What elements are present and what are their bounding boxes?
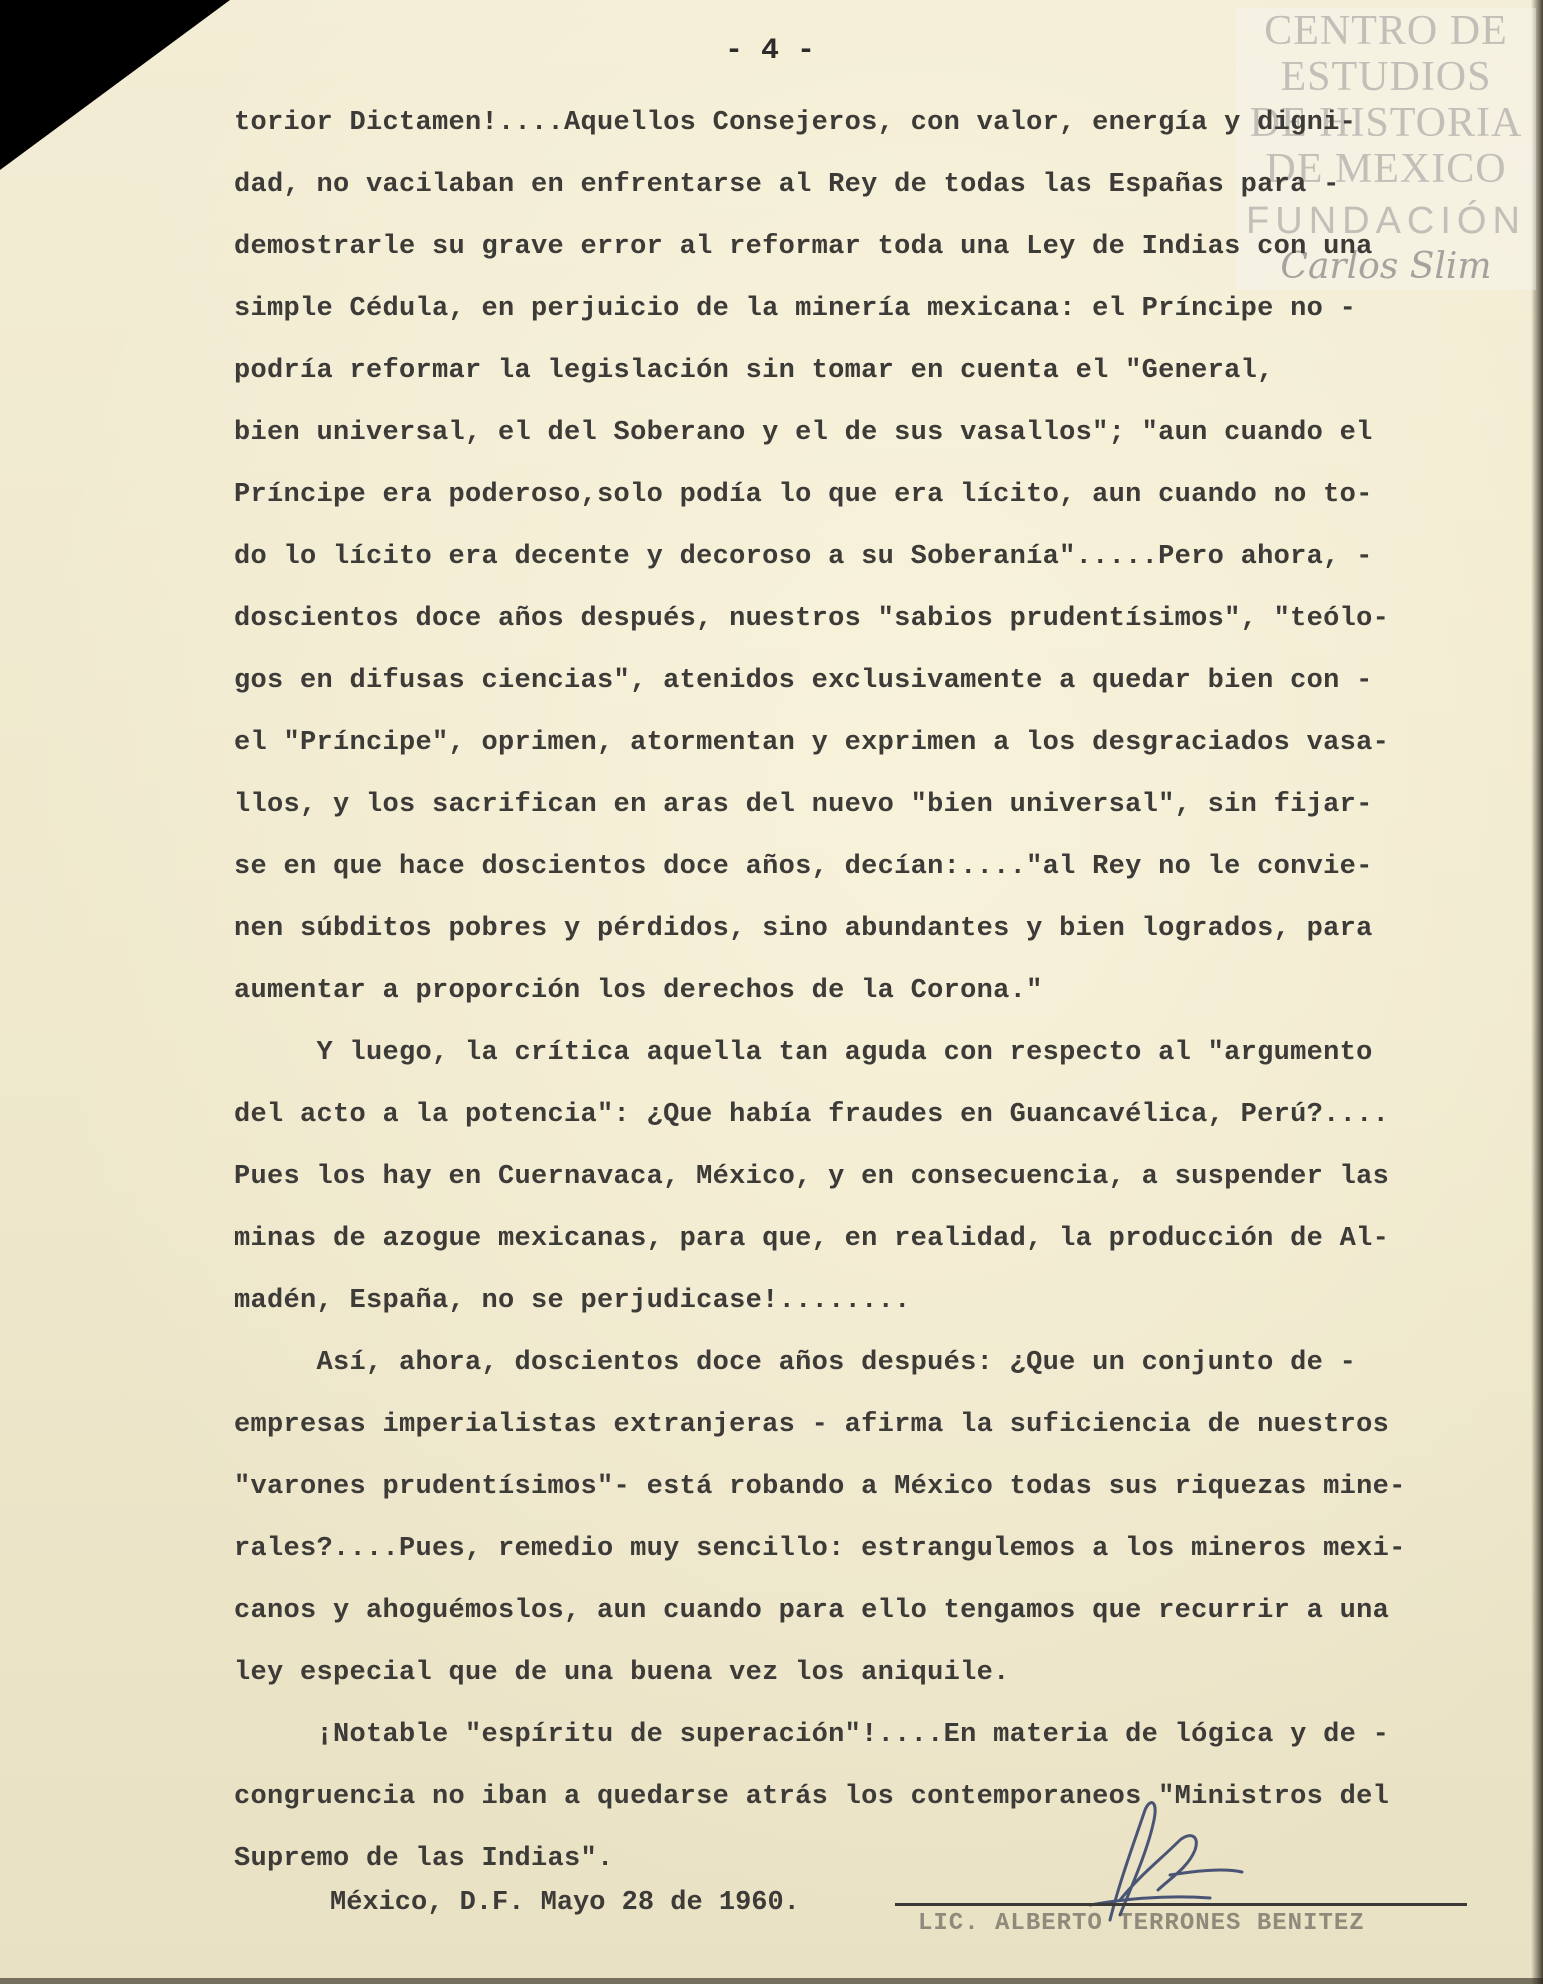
text-line: Príncipe era poderoso,solo podía lo que era lícito, aun cuando no to- [234,480,1373,510]
text-line: dad, no vacilaban en enfrentarse al Rey de todas las Españas para - [234,170,1340,200]
place-date: México, D.F. Mayo 28 de 1960. [330,1888,800,1918]
text-line: nen súbditos pobres y pérdidos, sino abundantes y bien logrados, para [234,914,1373,944]
text-line: torior Dictamen!....Aquellos Consejeros, con valor, energía y digni- [234,108,1357,138]
document-body [234,92,1524,1890]
page-edge-shadow [1531,0,1543,1984]
text-line: Supremo de las Indias". [234,1844,614,1874]
watermark-line: DE HISTORIA [1249,100,1523,146]
watermark-line: DE MEXICO [1265,146,1507,192]
torn-corner [0,0,230,170]
text-line: ¡Notable "espíritu de superación"!....En materia de lógica y de - [234,1720,1390,1750]
text-line: doscientos doce años después, nuestros "sabios prudentísimos", "teólo- [234,604,1390,634]
text-line: Pues los hay en Cuernavaca, México, y en consecuencia, a suspender las [234,1162,1390,1192]
text-line: del acto a la potencia": ¿Que había fraudes en Guancavélica, Perú?.... [234,1100,1390,1130]
text-line: madén, España, no se perjudicase!........ [234,1286,911,1316]
text-line: canos y ahoguémoslos, aun cuando para ello tengamos que recurrir a una [234,1596,1390,1626]
text-line: el "Príncipe", oprimen, atormentan y exprimen a los desgraciados vasa- [234,728,1390,758]
text-line: demostrarle su grave error al reformar toda una Ley de Indias con una [234,232,1373,262]
text-line: se en que hace doscientos doce años, decían:...."al Rey no le convie- [234,852,1373,882]
page-number: - 4 - [724,34,815,68]
page-bottom-edge [0,1978,1543,1984]
text-line: empresas imperialistas extranjeras - afirma la suficiencia de nuestros [234,1410,1390,1440]
watermark-line: ESTUDIOS [1280,54,1492,100]
text-line: Así, ahora, doscientos doce años después: ¿Que un conjunto de - [234,1348,1357,1378]
signer-name: LIC. ALBERTO TERRONES BENITEZ [918,1910,1365,1937]
text-line: congruencia no iban a quedarse atrás los contemporaneos "Ministros del [234,1782,1390,1812]
text-line: ley especial que de una buena vez los aniquile. [234,1658,1010,1688]
text-line: minas de azogue mexicanas, para que, en realidad, la producción de Al- [234,1224,1390,1254]
watermark-signature: Carlos Slim [1280,246,1492,287]
text-line: rales?....Pues, remedio muy sencillo: estrangulemos a los mineros mexi- [234,1534,1406,1564]
signature-line [895,1903,1467,1906]
text-line: "varones prudentísimos"- está robando a México todas sus riquezas mine- [234,1472,1406,1502]
watermark-fundacion: FUNDACIÓN [1246,200,1526,242]
text-line: Y luego, la crítica aquella tan aguda con respecto al "argumento [234,1038,1373,1068]
text-line: llos, y los sacrifican en aras del nuevo "bien universal", sin fijar- [234,790,1373,820]
text-line: aumentar a proporción los derechos de la Corona." [234,976,1043,1006]
text-line: simple Cédula, en perjuicio de la minería mexicana: el Príncipe no - [234,294,1357,324]
text-line: podría reformar la legislación sin tomar en cuenta el "General, [234,356,1274,386]
text-line: do lo lícito era decente y decoroso a su Soberanía".....Pero ahora, - [234,542,1373,572]
handwritten-signature [1050,1780,1250,1930]
text-line: bien universal, el del Soberano y el de sus vasallos"; "aun cuando el [234,418,1373,448]
watermark-line: CENTRO DE [1264,8,1508,54]
text-line: gos en difusas ciencias", atenidos exclusivamente a quedar bien con - [234,666,1373,696]
